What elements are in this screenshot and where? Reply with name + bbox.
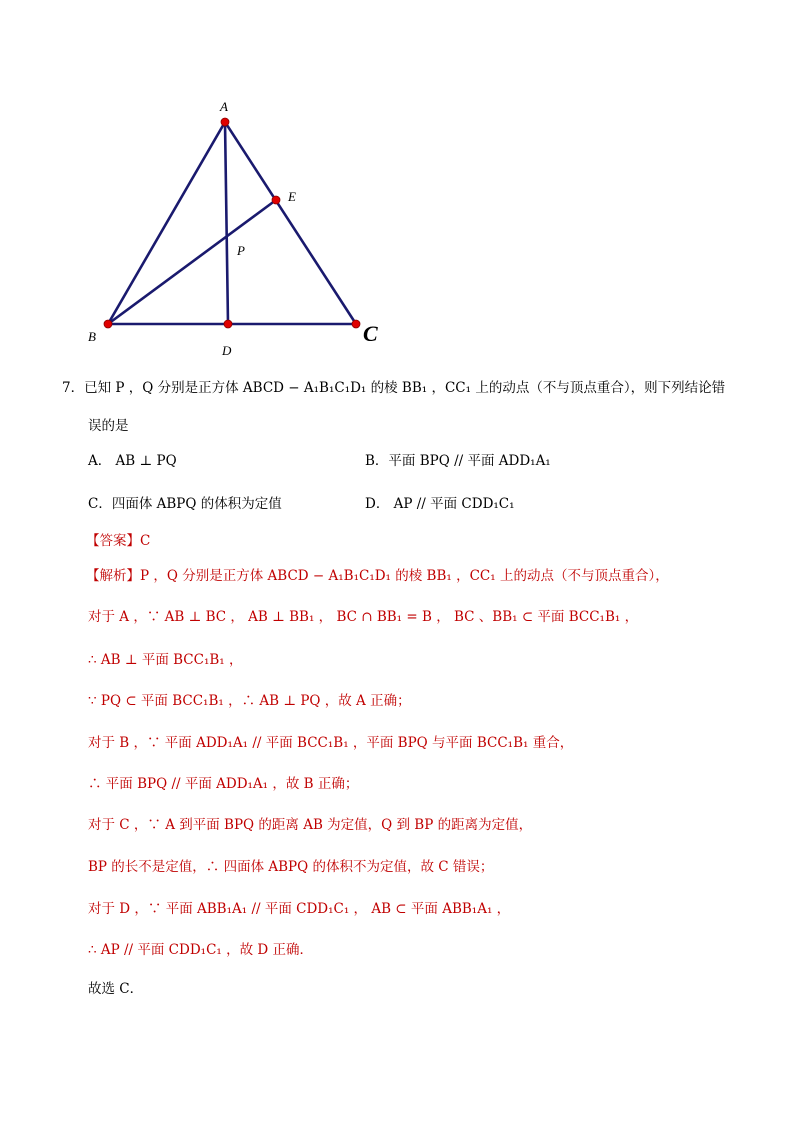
point-c [352,320,360,328]
option-c: C．四面体 ABPQ 的体积为定值 [88,496,282,512]
analysis-line-9: ∴ AP // 平面 CDD₁C₁ ，故 D 正确． [88,942,314,958]
option-b: B．平面 BPQ // 平面 ADD₁A₁ [365,453,551,469]
point-a [221,118,229,126]
label-d: D [222,343,232,358]
analysis-line-6: 对于 C ，∵ A 到平面 BPQ 的距离 AB 为定值，Q 到 BP 的距离为定值， [88,817,533,833]
analysis-line-5: ∴ 平面 BPQ // 平面 ADD₁A₁ ，故 B 正确； [88,776,359,792]
question-line-2: 误的是 [88,418,129,434]
analysis-line-1: 对于 A ，∵ AB ⊥ BC ， AB ⊥ BB₁ ， BC ∩ BB₁ = B ， BC 、BB₁ ⊂ 平面 BCC₁B₁ ， [88,609,639,625]
side-ab [108,122,225,324]
label-b: B [88,329,96,344]
label-p: P [237,243,245,258]
analysis-line-0 [86,564,669,584]
segment-ad [225,122,228,324]
analysis-line-7: BP 的长不是定值，∴ 四面体 ABPQ 的体积不为定值，故 C 错误； [88,859,494,875]
analysis-text-0: P ，Q 分别是正方体 ABCD − A₁B₁C₁D₁ 的棱 BB₁ ，CC₁ 上的动点（不与顶点重合）， [140,568,669,584]
answer-tag: 【答案】 [86,533,140,549]
point-d [224,320,232,328]
triangle-figure [80,95,400,365]
analysis-line-10: 故选 C． [88,981,144,997]
analysis-line-4: 对于 B ，∵ 平面 ADD₁A₁ // 平面 BCC₁B₁ ，平面 BPQ 与平面 BCC₁B₁ 重合， [88,735,574,751]
analysis-line-8: 对于 D ，∵ 平面 ABB₁A₁ // 平面 CDD₁C₁ ， AB ⊂ 平面 ABB₁A₁ ， [88,901,511,917]
triangle-diagram [80,95,400,365]
label-a: A [220,99,228,114]
point-e [272,196,280,204]
label-e: E [288,189,296,204]
option-d: D． AP // 平面 CDD₁C₁ [365,496,515,512]
option-a: A． AB ⊥ PQ [88,453,177,469]
analysis-line-2: ∴ AB ⊥ 平面 BCC₁B₁ ， [88,652,243,668]
label-c: C [363,321,378,346]
answer-line [86,529,150,549]
answer-value: C [140,533,151,549]
analysis-line-3: ∵ PQ ⊂ 平面 BCC₁B₁ ，∴ AB ⊥ PQ ，故 A 正确； [88,693,411,709]
question-line-1: 7．已知 P ，Q 分别是正方体 ABCD − A₁B₁C₁D₁ 的棱 BB₁ ，CC₁ 上的动点（不与顶点重合），则下列结论错 [62,380,726,396]
segment-be [108,200,276,324]
point-b [104,320,112,328]
analysis-tag: 【解析】 [86,568,140,584]
